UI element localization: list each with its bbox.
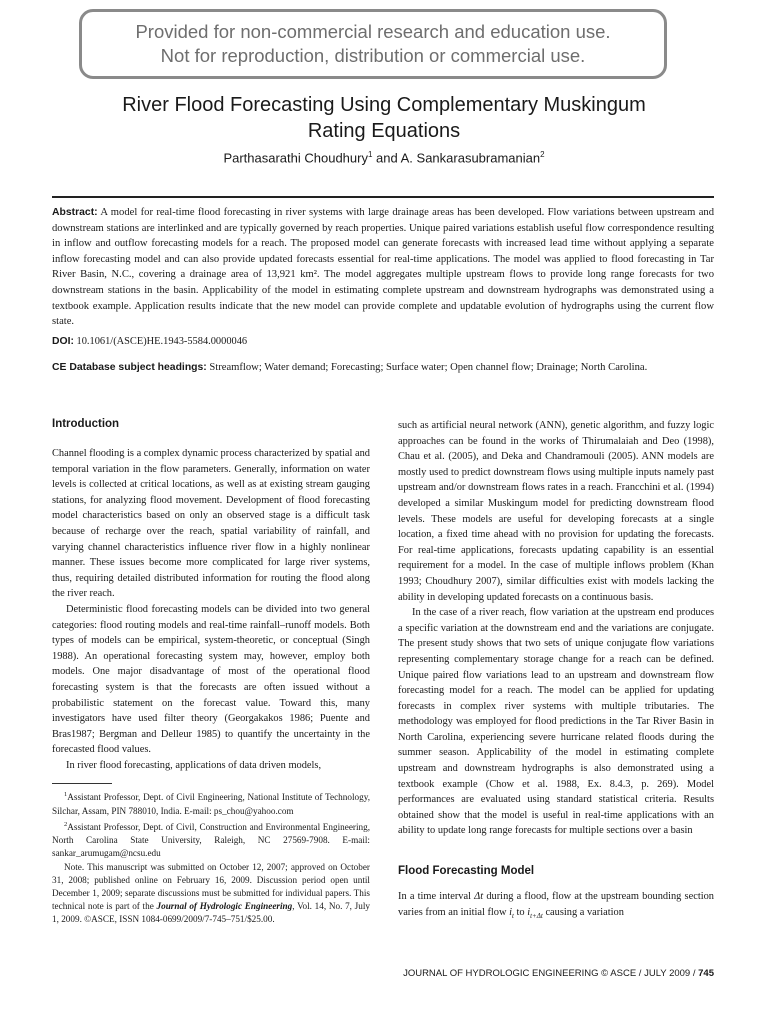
footnote-1-text: Assistant Professor, Dept. of Civil Engineering, National Institute of Technology, Silchar, Assam, PIN 788010, India. E-mail: ps_chou@yahoo.com xyxy=(52,792,370,816)
footnote-2-mark: 2 xyxy=(64,820,68,828)
page-number: 745 xyxy=(698,968,714,979)
footnote-1 xyxy=(52,788,370,817)
footnote-2 xyxy=(52,818,370,861)
abstract-text: A model for real-time flood forecasting in river systems with large drainage areas has been developed. Flow variations between upstream and downstream stations are interlinked and are typically governed by reach properties. Unique paired variations establish useful flow correspondence resulting in inflow and outflow forecasting models for a reach. The proposed model can generate forecasts with increased lead time without applying a separate inflow forecasting model and can also provide updated forecasts essential for real-time applications. The model was applied to flood forecasting in Tar River Basin, N.C., covering a drainage area of 13,921 km². xyxy=(52,207,714,281)
abstract-text-continued: The model aggregates multiple upstream flows to provide long range forecasts for two downstream stations in the basin. Applicability of the model in estimating complete upstream and downstream hydrographs was demonstrated using a textbook example. Application results indicate that the new model can provide complete and updatable evolution of hydrographs using the current flow state. xyxy=(52,269,715,328)
footnote-1-mark: 1 xyxy=(64,791,68,799)
section-heading-flood-forecasting-model: Flood Forecasting Model xyxy=(398,865,535,878)
manuscript-note-journal: Journal of Hydrologic Engineering xyxy=(156,901,293,912)
subject-headings-value: Streamflow; Water demand; Forecasting; Surface water; Open channel flow; Drainage; North Carolina. xyxy=(206,362,648,373)
page-footer xyxy=(403,968,714,979)
section-heading-introduction: Introduction xyxy=(52,418,120,430)
title-line-1: River Flood Forecasting Using Complementary Muskingum xyxy=(122,94,646,116)
abstract-label: Abstract: xyxy=(52,207,98,218)
author-1: Parthasarathi Choudhury xyxy=(223,150,368,166)
title-line-2: Rating Equations xyxy=(307,120,461,142)
intro-paragraph-3: In river flood forecasting, applications of data driven models, xyxy=(66,759,322,771)
usage-notice-box xyxy=(79,9,667,79)
inflow-subscript-final: t+Δt xyxy=(530,911,543,920)
delta-t-symbol: Δt xyxy=(474,891,484,903)
intro-continued-paragraph: such as artificial neural network (ANN), genetic algorithm, and fuzzy logic approaches can be found in the works of Thirumalaiah and Deo (1998), Chau et al. (2005), and Deka and Chandramouli (2005). ANN models are mostly used to predict downstream flows using multiple inputs namely past upstream and/or downstream flows rates in a reach. Francchini et al. (1994) developed a similar Muskingum model for predicting downstream flood levels. These models are useful for developing forecasts at a single location, a fixed time ahead with no provision for updating the forecasts. For real-time applications, forecasts updating capability is an essential requirement for a model. In the case of multiple inflows problem (Khan 1993; Choudhury 2007), similar difficulties exist with models lacking the ability in developing updated forecasts on a continuous basis. xyxy=(398,420,714,603)
footnote-2-text: Assistant Professor, Dept. of Civil, Construction and Environmental Engineering, North Carolina State University, Raleigh, NC 27569-7908. E-mail: sankar_arumugam@ncsu.edu xyxy=(52,822,370,859)
footer-journal: JOURNAL OF HYDROLOGIC ENGINEERING © ASCE / JULY 2009 / xyxy=(403,968,699,979)
manuscript-note-text: Note. This manuscript was submitted on October 12, 2007; approved on October 31, 2008; published online on February 16, 2009. Discussion period open until December 1, 2009; separate discussions must be submitted for individual papers. This technical note is part of the xyxy=(52,861,370,912)
intro-paragraph-2: Deterministic flood forecasting models can be divided into two general categories: flood routing models and real-time rainfall–runoff models. Both types of models can be empirical, system-theoretic, or conceptual (Singh 1988). An operational forecasting system may, however, employ both models. One major disadvantage of most of the operational flood forecasting system is that the forecasts are often issued without a probabilistic statement on the forecast value. Toward this, many investigators have used filter theory (Georgakakos 1986; Puente and Bras1987; Bergman and Delleur 1985) to quantify the uncertainty in the forecasted flood values. xyxy=(52,603,370,756)
author-2-affiliation-mark: 2 xyxy=(540,150,545,159)
subject-headings xyxy=(52,360,714,376)
paper-title xyxy=(40,92,728,144)
inflow-symbol-final: i xyxy=(527,906,531,918)
manuscript-note-details: , Vol. 14, No. 7, July 1, 2009. ©ASCE, ISSN 1084-0699/2009/7-745–751/$25.00. xyxy=(52,901,370,925)
intro-paragraph-conjugate-variations: In the case of a river reach, flow variation at the upstream end produces a specific variation at the downstream end and the variations are conjugate. The present study shows that two sets of unique conjugate flow variations representing complementary storage change for a reach can be defined. Unique paired flow variations lead to an upstream and downstream flow forecasting model for a reach. The model can be applied for updating forecasts in complex river systems with multiple tributaries. The methodology was employed for flood predictions in the Tar River Basin in North Carolina, experiencing severe hurricane related floods during the summer season. Applicability of the model in estimating complete upstream and downstream hydrographs is also demonstrated using a textbook example (Chow et al. 1988, Ex. 8.4.3, p. 269). Model performances are evaluated using standard statistical criteria. Results obtained show that the model is useful in real-time applications with an ability to update long range forecasts for multiple sections over a basin xyxy=(398,607,714,837)
usage-notice-line2: Not for reproduction, distribution or commercial use. xyxy=(160,45,586,66)
author-list xyxy=(40,150,728,165)
usage-notice-line1: Provided for non-commercial research and education use. xyxy=(135,21,611,42)
model-text-c: to xyxy=(513,906,528,918)
left-column xyxy=(52,418,370,927)
manuscript-note xyxy=(52,861,370,927)
right-column xyxy=(398,418,714,924)
intro-paragraph-1: Channel flooding is a complex dynamic process characterized by spatial and temporal variation in the flow parameters. Generally, information on water levels is collected at critical locations, as well as at existing stream gauging stations, for analyzing flood movement. Development of flood forecasting model characteristics based on only an observed stage is a difficult task because of recharge over the reach, spatial variability of rainfall, and varying channel characteristics influence river flow in a highly nonlinear manner. These issues become more complicated for large river systems, thus, requiring detailed distributed information for routing the flood along the river reach. xyxy=(52,448,370,600)
header-divider xyxy=(52,196,714,198)
author-2: A. Sankarasubramanian xyxy=(400,150,541,166)
model-text-a: In a time interval xyxy=(398,891,475,903)
doi-label: DOI: xyxy=(52,336,74,347)
inflow-subscript-initial: t xyxy=(511,911,514,920)
model-paragraph-1 xyxy=(398,889,714,924)
model-text-b: during a flood, flow at the upstream bounding section varies from an initial flow xyxy=(398,891,714,918)
inflow-symbol-initial: i xyxy=(509,906,512,918)
author-1-affiliation-mark: 1 xyxy=(367,150,373,159)
doi-value: 10.1061/(ASCE)HE.1943-5584.0000046 xyxy=(73,336,248,347)
abstract xyxy=(52,205,714,330)
subject-headings-label: CE Database subject headings: xyxy=(52,362,207,373)
author-separator: and xyxy=(372,150,401,166)
model-text-d: causing a variation xyxy=(542,906,624,918)
doi-line xyxy=(52,336,714,347)
